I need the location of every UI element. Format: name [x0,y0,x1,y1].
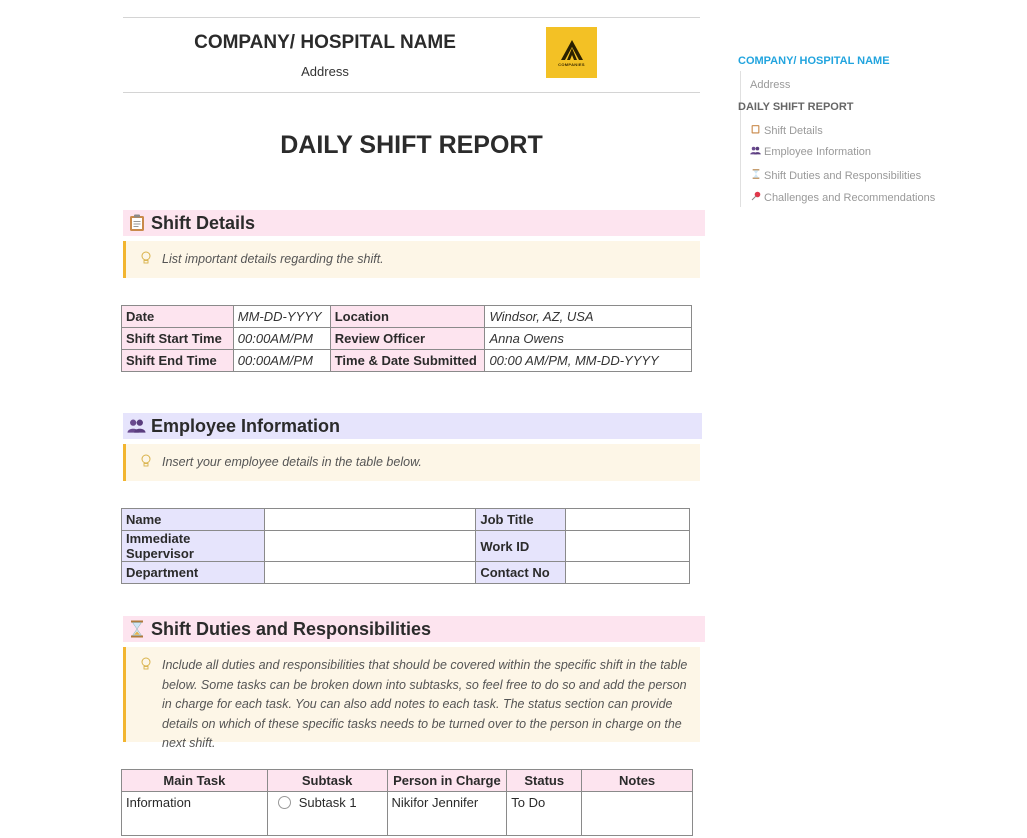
table-row [122,562,690,584]
table-value[interactable]: MM-DD-YYYY [233,306,330,328]
status-cell[interactable]: To Do [507,792,582,836]
table-value[interactable]: Anna Owens [485,328,692,350]
toc-item-challenges[interactable] [750,191,935,204]
table-key: Work ID [476,531,566,562]
toc-report[interactable]: DAILY SHIFT REPORT [738,101,854,113]
company-address: Address [301,64,349,79]
lightbulb-icon [140,453,154,472]
clipboard-icon [127,214,146,233]
callout-text: List important details regarding the shift. [162,252,384,266]
column-header: Status [507,770,582,792]
table-value[interactable] [566,509,690,531]
column-header: Person in Charge [387,770,507,792]
subtask-label: Subtask 1 [298,795,357,810]
main-task-cell[interactable]: Information [122,792,268,836]
table-row [122,792,693,836]
table-value[interactable] [566,562,690,584]
table-key: Shift End Time [122,350,234,372]
table-row [122,306,692,328]
report-title: DAILY SHIFT REPORT [280,131,543,159]
column-header: Main Task [122,770,268,792]
clipboard-icon [750,124,761,137]
table-key: Name [122,509,265,531]
toc-item-employee-information[interactable] [750,146,871,158]
toc-company[interactable]: COMPANY/ HOSPITAL NAME [738,55,890,67]
toc-label: Shift Details [764,125,823,137]
table-key: Location [330,306,485,328]
table-row [122,509,690,531]
toc-item-shift-duties[interactable] [750,169,921,182]
hourglass-icon [750,169,761,182]
duties-callout [123,647,700,750]
section-shift-details [123,210,705,236]
column-header: Notes [582,770,693,792]
people-icon [127,417,146,436]
toc-label: Challenges and Recommendations [764,192,936,204]
top-divider [123,17,700,18]
table-value[interactable]: 00:00 AM/PM, MM-DD-YYYY [485,350,692,372]
person-cell[interactable]: Nikifor Jennifer [387,792,507,836]
logo-text: COMPANIES [558,61,585,67]
table-key: Date [122,306,234,328]
table-row [122,531,690,562]
section-employee-information [123,413,702,439]
section-shift-duties [123,616,705,642]
toc-label: Shift Duties and Responsibilities [764,170,922,182]
table-value[interactable] [566,531,690,562]
section-title: Employee Information [151,415,341,436]
section-title: Shift Details [151,212,256,233]
company-logo [546,27,597,78]
lightbulb-icon [140,656,154,733]
company-name: COMPANY/ HOSPITAL NAME [194,32,456,53]
employee-info-callout [123,444,700,481]
table-key: Review Officer [330,328,485,350]
hourglass-icon [127,620,146,639]
table-value[interactable] [264,562,476,584]
toc-item-shift-details[interactable] [750,124,823,137]
callout-text: Insert your employee details in the table below. [162,455,422,469]
table-row [122,350,692,372]
shift-details-callout [123,241,700,278]
subtask-cell[interactable] [267,792,387,836]
table-key: Time & Date Submitted [330,350,485,372]
employee-info-table [121,508,690,584]
pushpin-icon [750,191,761,204]
table-key: Contact No [476,562,566,584]
table-row [122,328,692,350]
toc-address[interactable]: Address [750,79,791,91]
radio-button[interactable] [278,796,291,809]
table-value[interactable] [264,531,476,562]
table-key: Immediate Supervisor [122,531,265,562]
table-key: Shift Start Time [122,328,234,350]
table-key: Department [122,562,265,584]
toc-label: Employee Information [764,146,871,158]
lightbulb-icon [140,250,154,269]
people-icon [750,146,761,158]
table-value[interactable]: Windsor, AZ, USA [485,306,692,328]
table-value[interactable] [264,509,476,531]
table-value[interactable]: 00:00AM/PM [233,350,330,372]
callout-text: Include all duties and responsibilities that should be covered within the specific shift in the table below. Some tasks can be broken down into subtasks, so feel free to do so and add the person in charge for each task. You can also add notes to each task. The status section can provide details on which of these specific tasks needs to be turned over to the person in charge on the next shift. [162,658,688,750]
notes-cell[interactable] [582,792,693,836]
header-divider [123,92,700,93]
logo-mark-icon [559,39,585,61]
column-header: Subtask [267,770,387,792]
toc-guide-line [740,117,741,207]
duties-table [121,769,693,836]
table-key: Job Title [476,509,566,531]
table-value[interactable]: 00:00AM/PM [233,328,330,350]
section-title: Shift Duties and Responsibilities [151,618,432,639]
shift-details-table [121,305,692,372]
table-header-row [122,770,693,792]
